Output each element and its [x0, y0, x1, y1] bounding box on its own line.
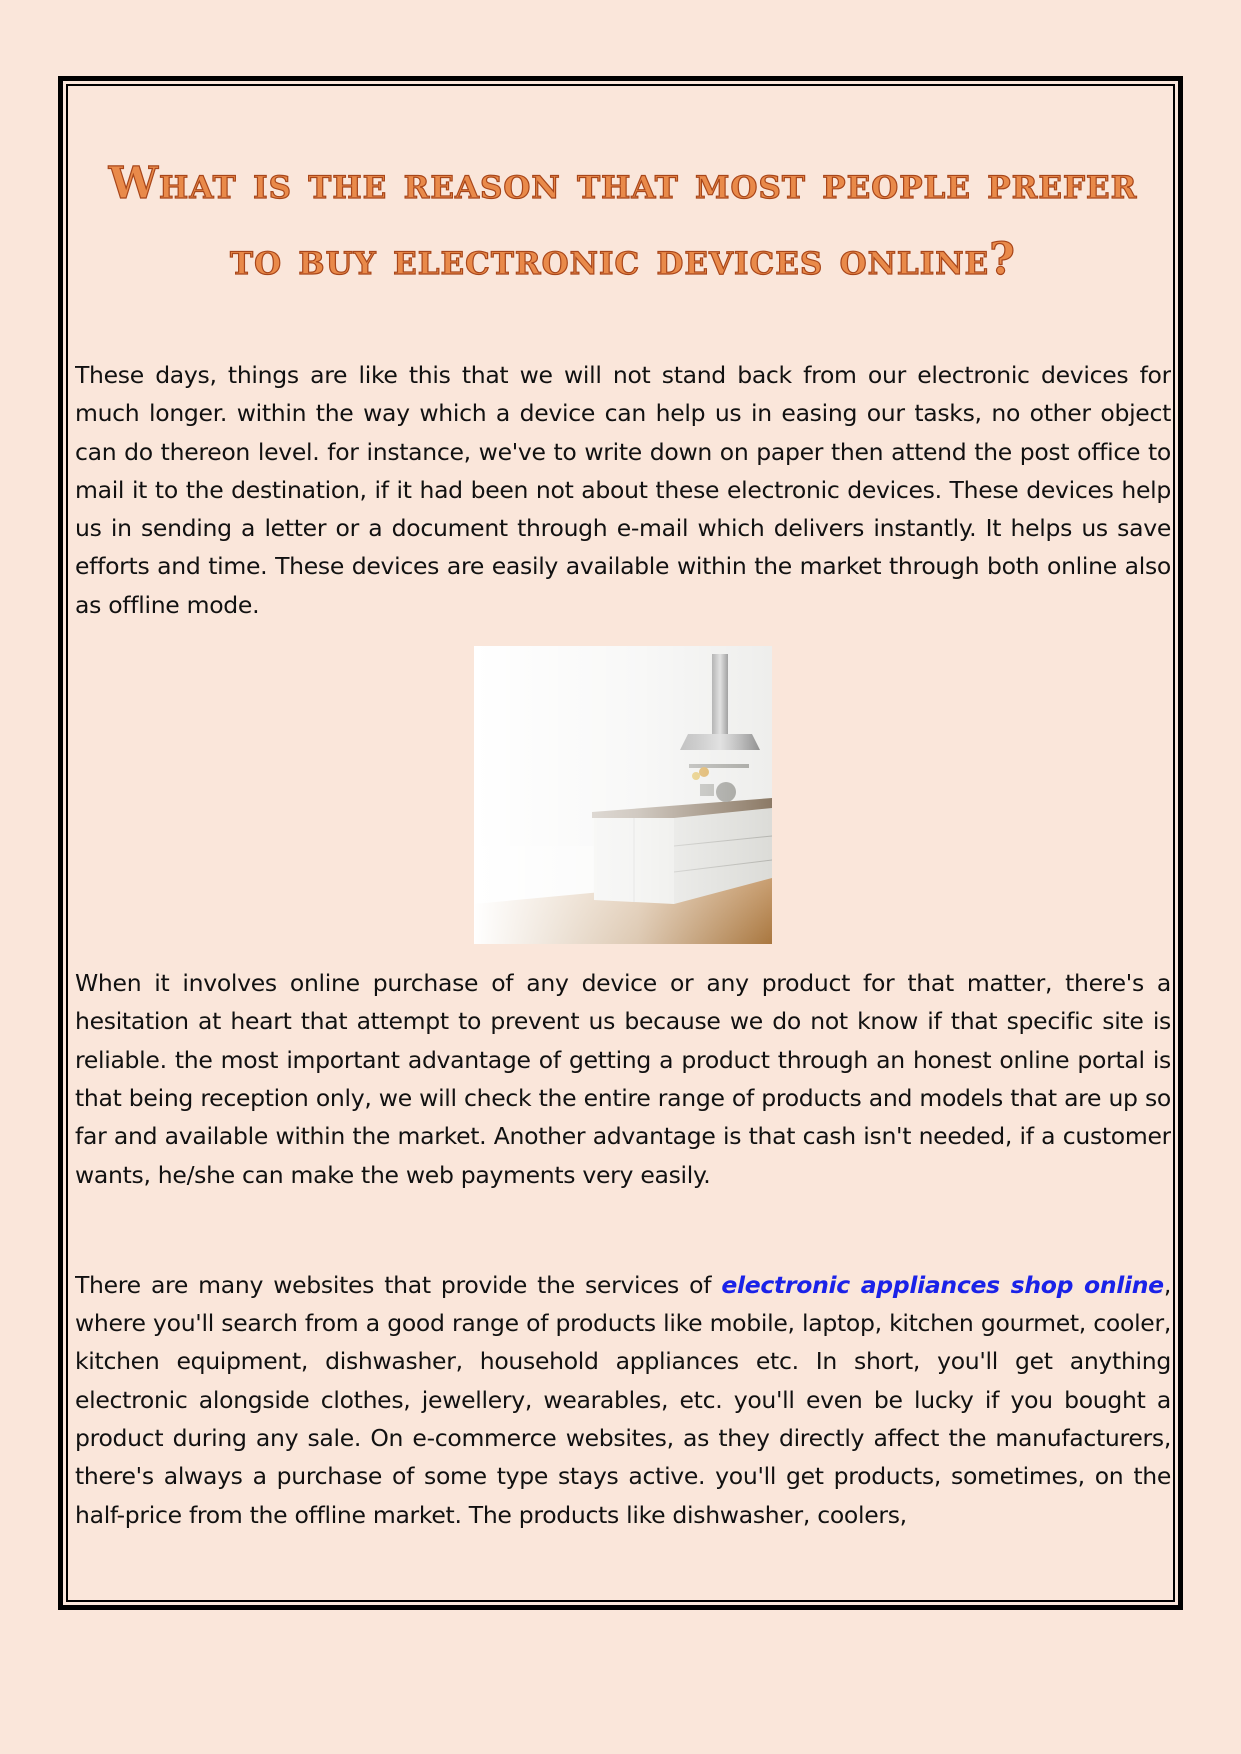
paragraph-intro: These days, things are like this that we will not stand back from our electronic devices for much longer. within the way which a device can help us in easing our tasks, no other object can do thereon level. for instance, we've to write down on paper then attend the post office to mail it to the destination, if it had been not about these electronic devices. These devices help us in sending a letter or a document through e-mail which delivers instantly. It helps us save efforts and time. These devices are easily available within the market through both online also as offline mode. [75, 361, 1171, 619]
paragraph-online-purchase: When it involves online purchase of any device or any product for that matter, there's a hesitation at heart that attempt to prevent us because we do not know if that specific site is reliable. the most important advantage of getting a product through an honest online portal is that being reception only, we will check the entire range of products and models that are up so far and available within the market. Another advantage is that cash isn't needed, if a customer wants, he/she can make the web payments very easily. [75, 969, 1171, 1189]
article-title: What is the reason that most people prefer to buy electronic devices online? [108, 158, 1138, 285]
electronic-appliances-link[interactable]: electronic appliances shop online [721, 1270, 1164, 1299]
paragraph-websites-rest: , where you'll search from a good range of products like mobile, laptop, kitchen gourmet, cooler, kitchen equipment, dishwasher, household appliances etc. In short, you'll get anything electronic alongside clothes, jewellery, wearables, etc. you'll even be lucky if you bought a product during any sale. On e-commerce websites, as they directly affect the manufacturers, there's always a purchase of some type stays active. you'll get products, sometimes, on the half-price from the offline market. The products like dishwasher, coolers, [75, 1270, 1171, 1529]
article-content [75, 84, 1171, 1599]
paragraph-websites [75, 1266, 1171, 1534]
paragraph-websites-start: There are many websites that provide the services of [75, 1270, 722, 1299]
kitchen-photo [474, 646, 772, 944]
